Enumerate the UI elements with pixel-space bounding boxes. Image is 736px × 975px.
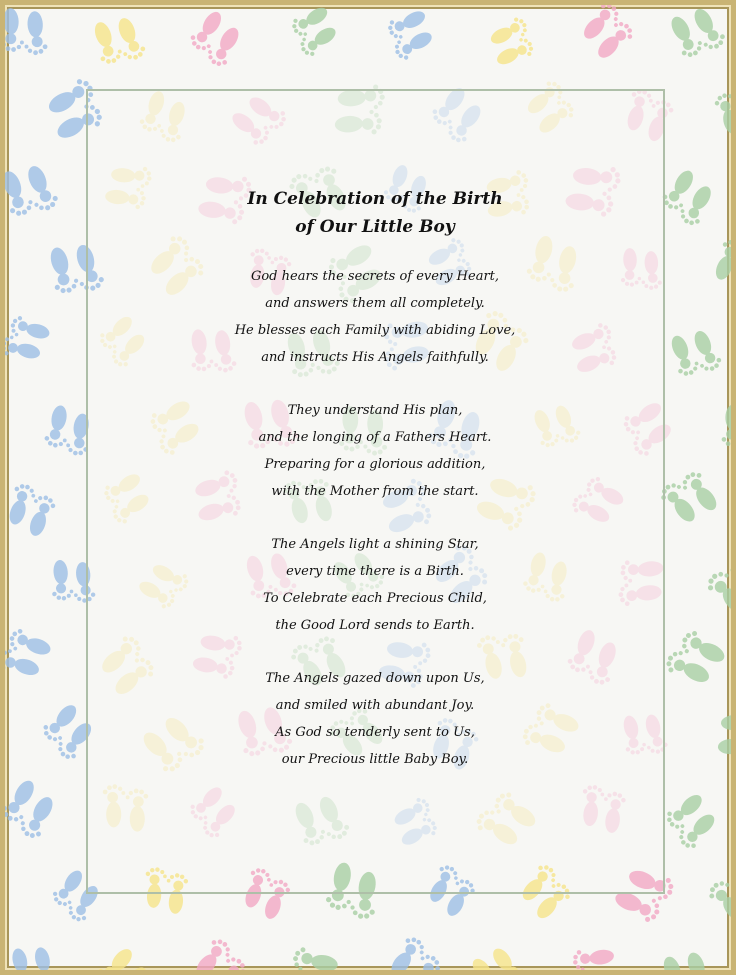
footprint-pair-icon [575, 5, 640, 64]
poem-line: our Precious little Baby Boy. [281, 752, 469, 767]
stanza-1 [165, 263, 585, 371]
poem-line: the Good Lord sends to Earth. [275, 618, 475, 633]
poem [165, 185, 585, 799]
footprint-pair-icon [89, 11, 148, 71]
footprint-pair-icon [657, 464, 723, 531]
footprint-pair-icon [721, 404, 736, 452]
footprint-pair-icon [705, 861, 736, 929]
poem-line: As God so tenderly sent to Us, [275, 725, 475, 740]
poem-line: Preparing for a glorious addition, [264, 457, 486, 472]
footprint-pair-icon [7, 941, 59, 975]
title-line-2: of Our Little Boy [295, 217, 455, 237]
poem-line: He blesses each Family with abiding Love, [234, 323, 516, 338]
footprint-pair-icon [659, 789, 723, 853]
footprint-pair-icon [5, 313, 52, 365]
footprint-pair-icon [713, 85, 736, 141]
footprint-pair-icon [381, 5, 439, 63]
stanza-2 [165, 397, 585, 505]
stanza-4 [165, 665, 585, 773]
footprint-pair-icon [567, 945, 619, 975]
title-line-1: In Celebration of the Birth [247, 189, 503, 209]
footprint-pair-icon [716, 710, 736, 758]
footprint-pair-icon [657, 945, 717, 975]
footprint-pair-icon [187, 935, 252, 975]
poem-title [165, 185, 585, 241]
poem-line: and smiled with abundant Joy. [275, 698, 475, 713]
footprint-pair-icon [5, 776, 62, 843]
poem-line: with the Mother from the start. [271, 484, 479, 499]
footprint-pair-icon [703, 550, 736, 623]
footprint-pair-icon [5, 625, 54, 682]
poem-line: God hears the secrets of every Heart, [250, 269, 500, 284]
poem-line: To Celebrate each Precious Child, [263, 591, 487, 606]
poem-line: and the longing of a Fathers Heart. [258, 430, 492, 445]
footprint-pair-icon [285, 5, 343, 59]
footprint-pair-icon [382, 933, 446, 975]
poem-line: They understand His plan, [287, 403, 463, 418]
poem-line: The Angels light a shining Star, [271, 537, 479, 552]
poem-line: and answers them all completely. [265, 296, 485, 311]
poem-line: every time there is a Birth. [286, 564, 464, 579]
footprint-pair-icon [185, 7, 248, 70]
footprint-pair-icon [91, 943, 156, 975]
footprint-pair-icon [665, 323, 723, 382]
footprint-pair-icon [665, 5, 729, 65]
stanza-3 [165, 531, 585, 639]
poem-line: and instructs His Angels faithfully. [261, 350, 489, 365]
footprint-pair-icon [282, 945, 340, 975]
footprint-pair-icon [5, 481, 59, 539]
footprint-pair-icon [657, 166, 720, 229]
footprint-pair-icon [483, 15, 539, 71]
footprint-pair-icon [5, 158, 61, 224]
poem-line: The Angels gazed down upon Us, [265, 671, 485, 686]
footprint-pair-icon [466, 940, 528, 975]
footprint-pair-icon [708, 237, 736, 296]
footprint-pair-icon [5, 6, 48, 57]
footprint-pair-icon [662, 625, 729, 691]
